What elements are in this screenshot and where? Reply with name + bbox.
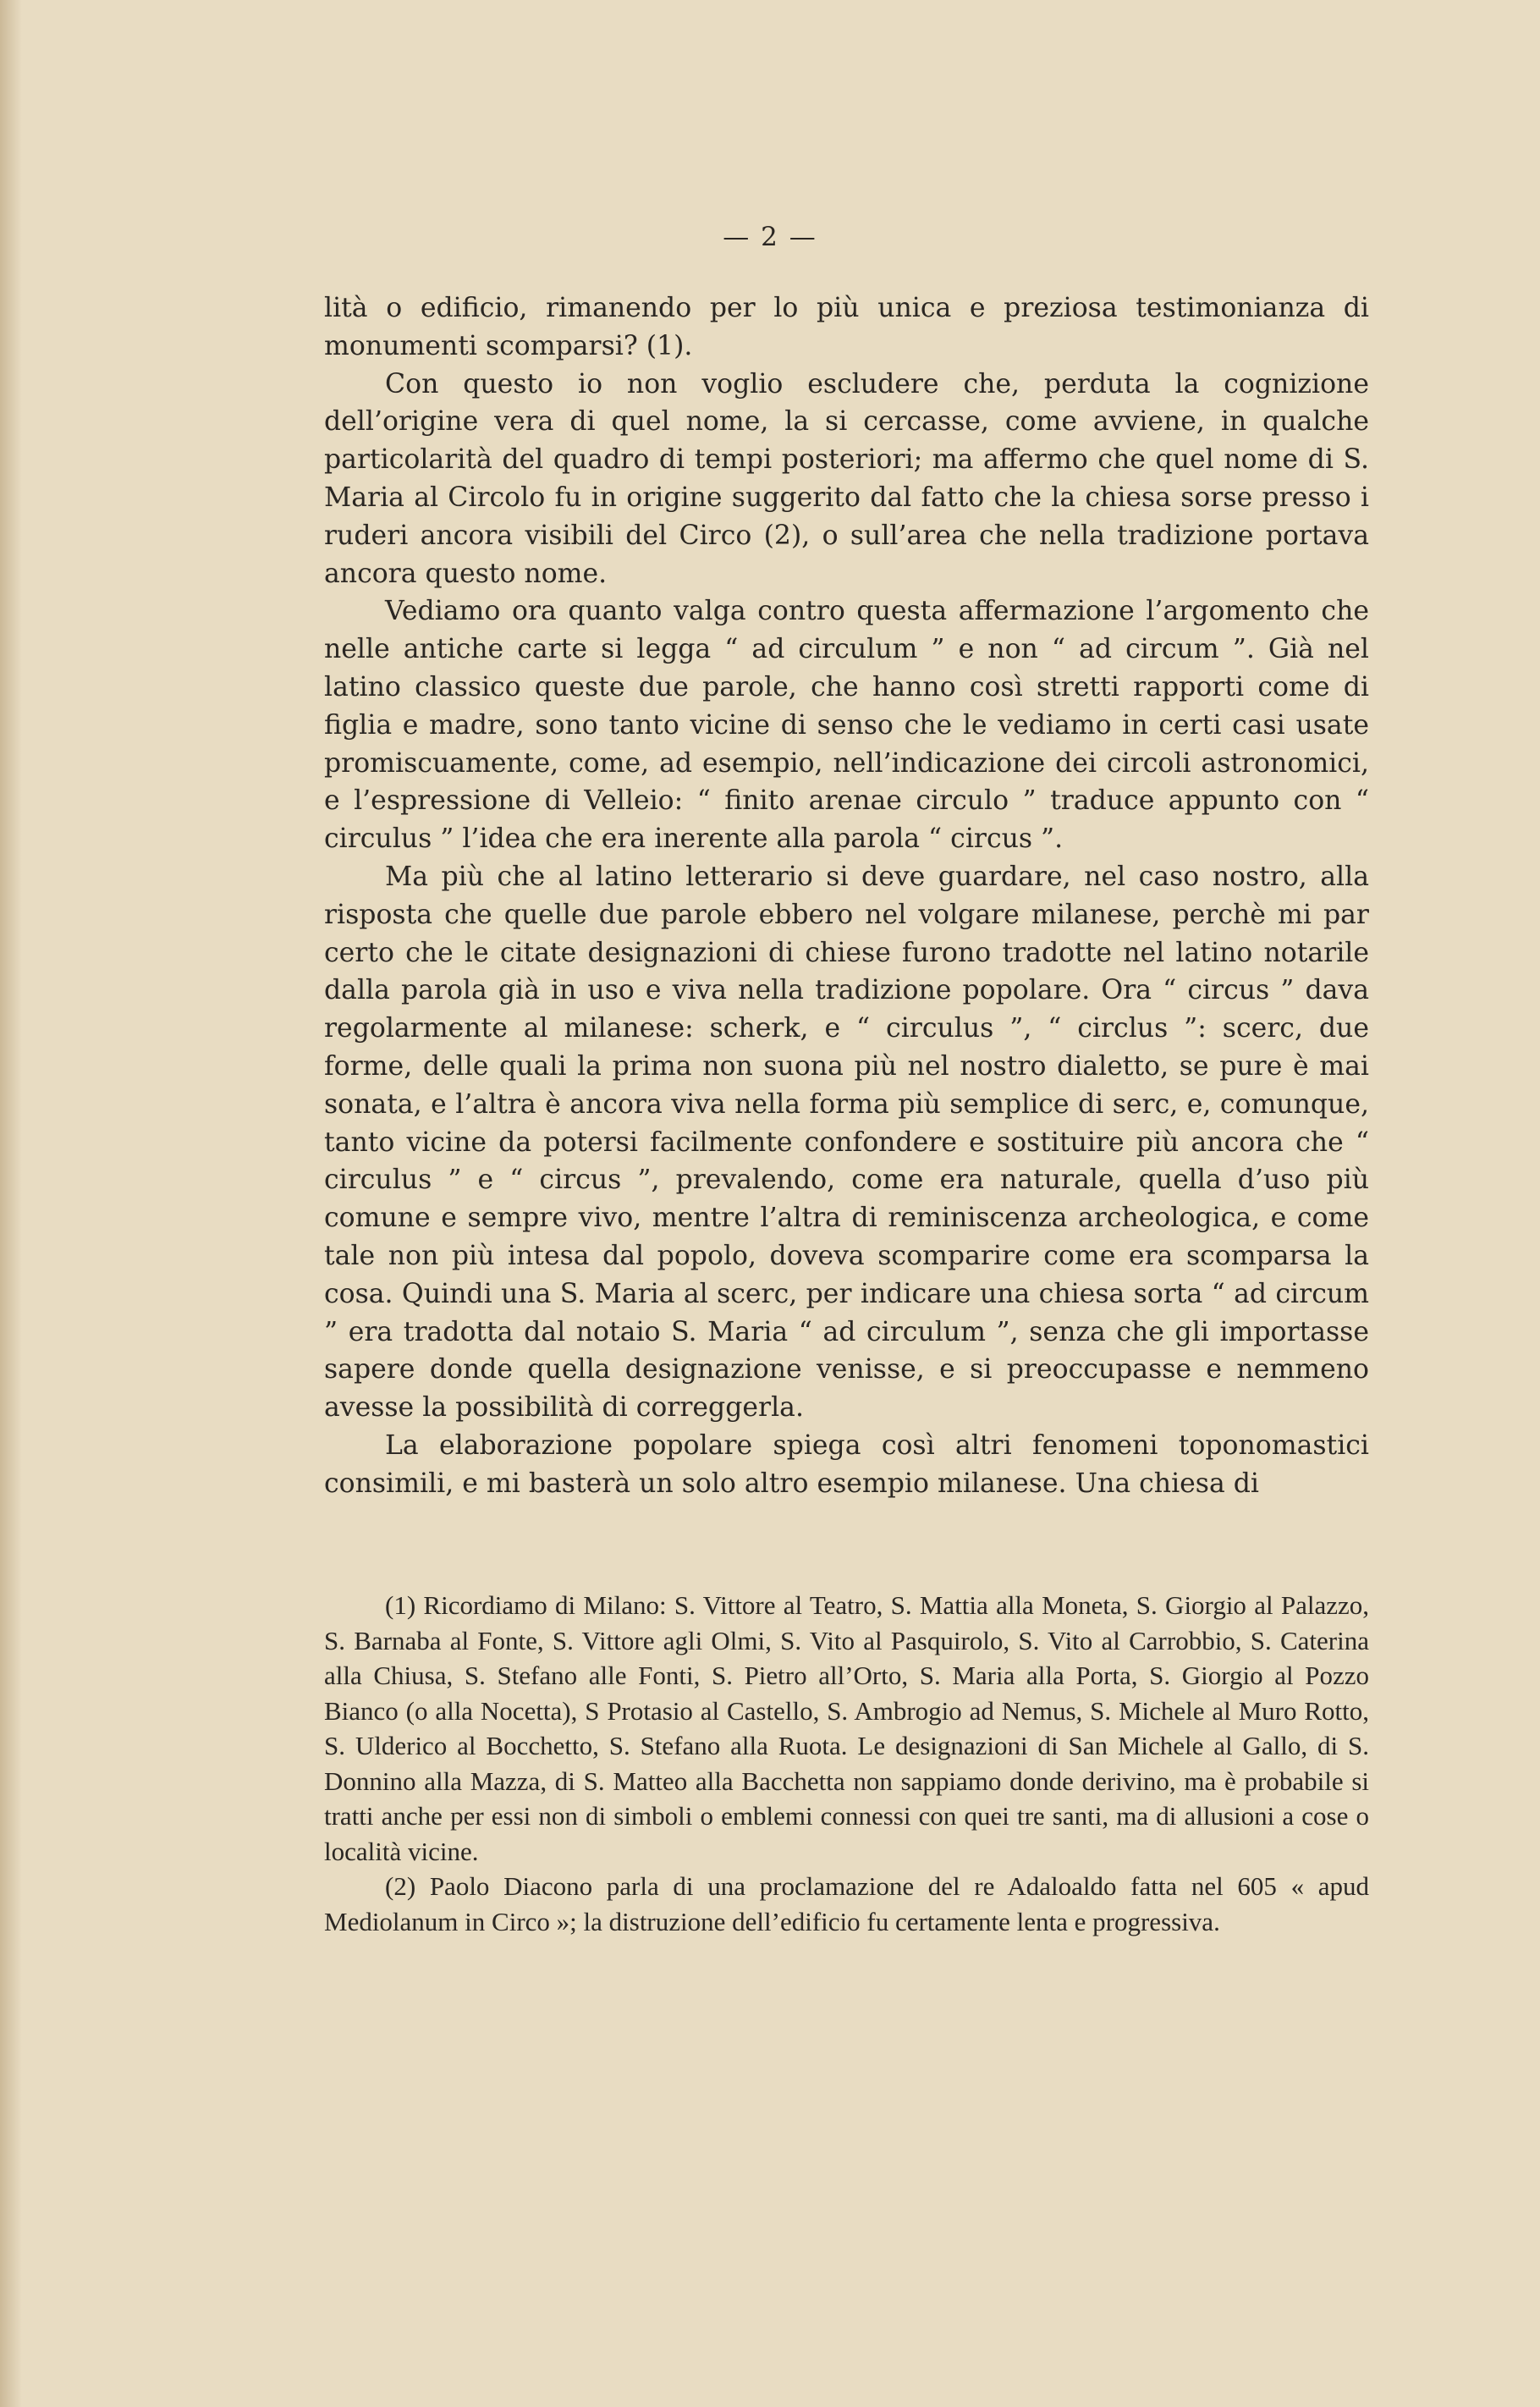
paragraph: Con questo io non voglio escludere che, perduta la cognizione dell’origine vera di quel nome, la si cercasse, come avviene, in qualche particolarità del quadro di tempi posteriori; ma affermo che quel nome di S. Maria al Circolo fu in origine suggerito dal fatto che la chiesa sorse presso i ruderi ancora visibili del Circo (2), o sull’area che nella tradizione portava ancora questo nome. bbox=[324, 368, 1369, 589]
paragraph-continuation: lità o edificio, rimanendo per lo più unica e preziosa testimonianza di monumenti scomparsi? (1). bbox=[324, 293, 1369, 361]
paragraph: Vediamo ora quanto valga contro questa affermazione l’argomento che nelle antiche carte si legga “ ad circulum ” e non “ ad circum ”. Già nel latino classico queste due parole, che hanno così stretti rapporti come di figlia e madre, sono tanto vicine di senso che le vediamo in certi casi usate promiscuamente, come, ad esempio, nell’indicazione dei circoli astronomici, e l’espressione di Velleio: “ finito arenae circulo ” traduce appunto con “ circulus ” l’idea che era inerente alla parola “ circus ”. bbox=[324, 596, 1369, 855]
paragraph: La elaborazione popolare spiega così altri fenomeni toponomastici consimili, e mi basterà un solo altro esempio milanese. Una chiesa di bbox=[324, 1429, 1369, 1499]
footnote-1: (1) Ricordiamo di Milano: S. Vittore al Teatro, S. Mattia alla Moneta, S. Giorgio al Palazzo, S. Barnaba al Fonte, S. Vittore agli Olmi, S. Vito al Pasquirolo, S. Vito al Carrobbio, S. Caterina alla Chiusa, S. Stefano alle Fonti, S. Pietro all’Orto, S. Maria alla Porta, S. Giorgio al Pozzo Bianco (o alla Nocetta), S Protasio al Castello, S. Ambrogio ad Nemus, S. Michele al Muro Rotto, S. Ulderico al Bocchetto, S. Stefano alla Ruota. Le designazioni di San Michele al Gallo, di S. Donnino alla Mazza, di S. Matteo alla Bacchetta non sappiamo donde derivino, ma è probabile si tratti anche per essi non di simboli o emblemi connessi con quei tre santi, ma di allusioni a cose o località vicine. bbox=[324, 1590, 1369, 1866]
footnote-2: (2) Paolo Diacono parla di una proclamazione del re Adaloaldo fatta nel 605 « apud Mediolanum in Circo »; la distruzione dell’edificio fu certamente lenta e progressiva. bbox=[324, 1871, 1369, 1936]
paragraph: Ma più che al latino letterario si deve guardare, nel caso nostro, alla risposta che quelle due parole ebbero nel volgare milanese, perchè mi par certo che le citate designazioni di chiese furono tradotte nel latino notarile dalla parola già in uso e viva nella tradizione popolare. Ora “ circus ” dava regolarmente al milanese: scherk, e “ circulus ”, “ circlus ”: scerc, due forme, delle quali la prima non suona più nel nostro dialetto, se pure è mai sonata, e l’altra è ancora viva nella forma più semplice di serc, e, comunque, tanto vicine da potersi facilmente confondere e sostituire più ancora che “ circulus ” e “ circus ”, prevalendo, come era naturale, quella d’uso più comune e sempre vivo, mentre l’altra di reminiscenza archeologica, e come tale non più intesa dal popolo, doveva scomparire come era scomparsa la cosa. Quindi una S. Maria al scerc, per indicare una chiesa sorta “ ad circum ” era tradotta dal notaio S. Maria “ ad circulum ”, senza che gli importasse sapere donde quella designazione venisse, e si preoccupasse e nemmeno avesse la possibilità di correggerla. bbox=[324, 861, 1369, 1424]
main-text bbox=[324, 289, 1369, 1503]
page-number: — 2 — bbox=[723, 222, 817, 252]
page-edge bbox=[0, 0, 22, 2407]
footnotes bbox=[324, 1588, 1369, 1939]
